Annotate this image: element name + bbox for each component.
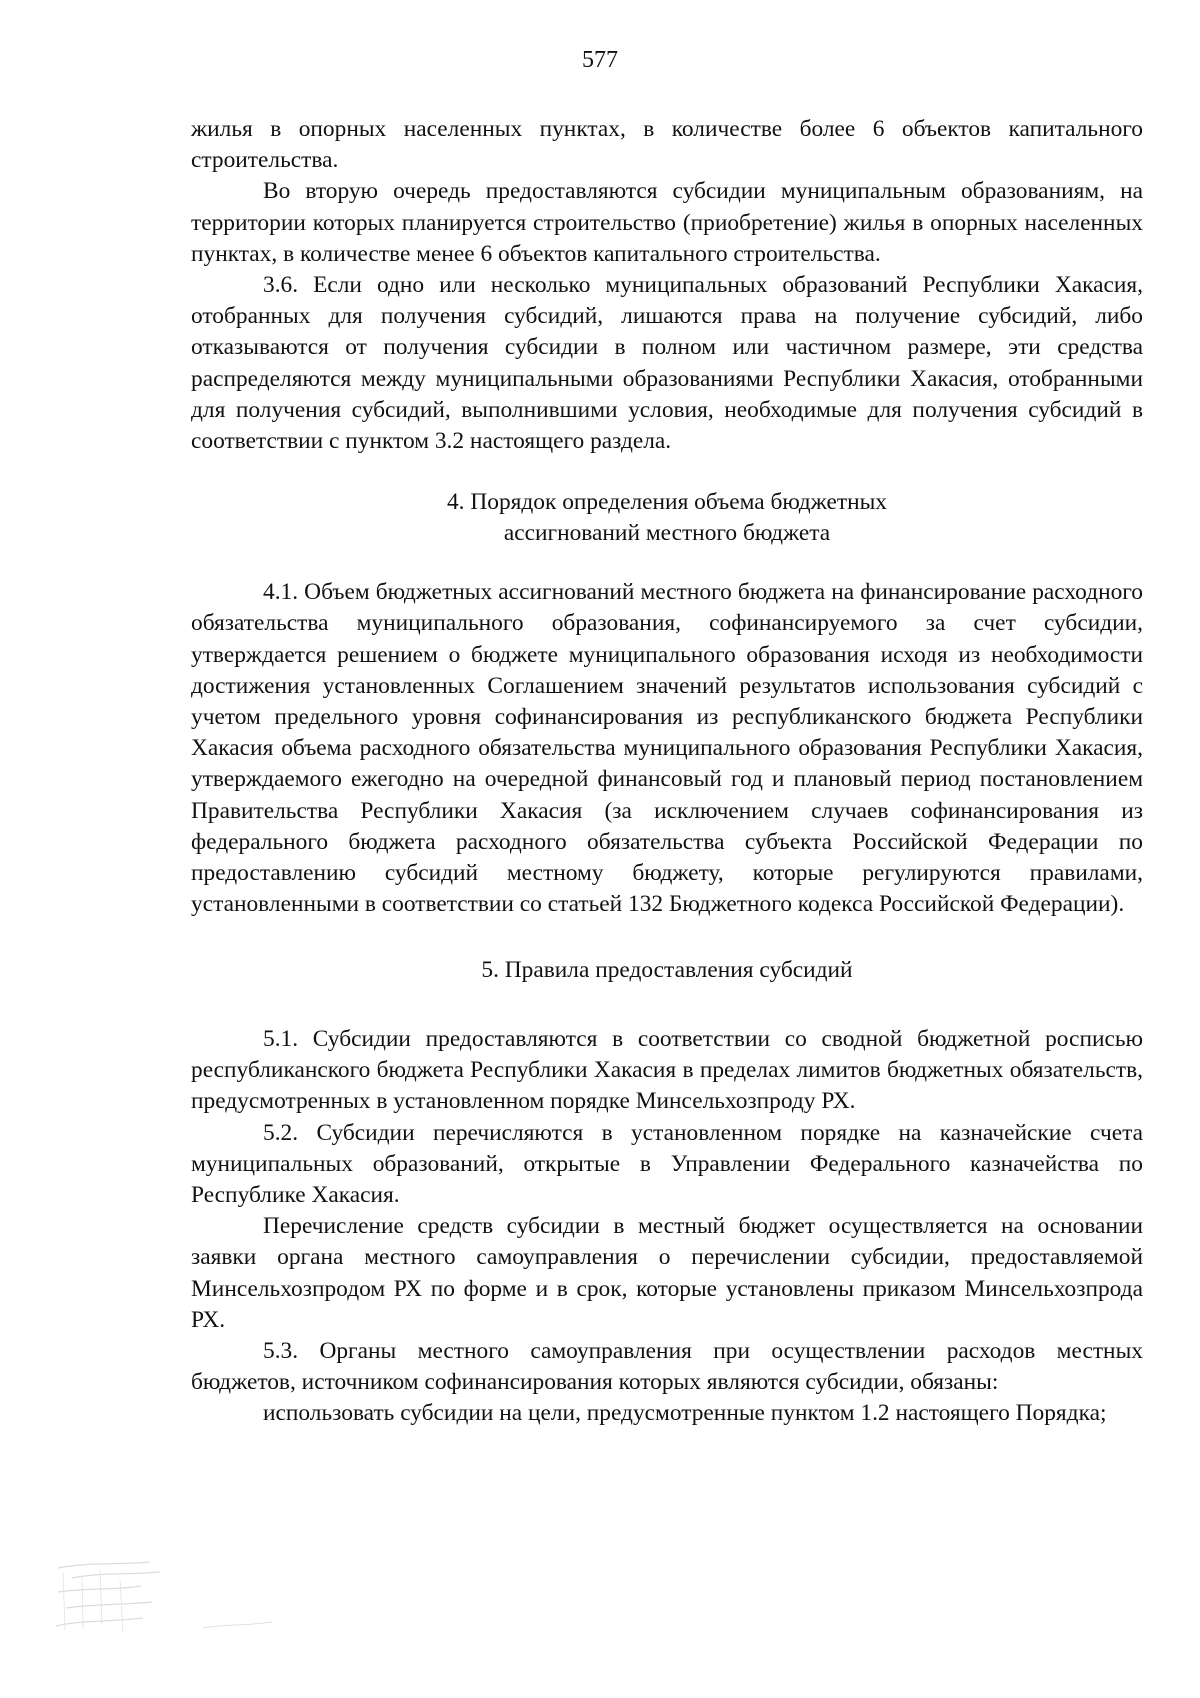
paragraph-continuation: жилья в опорных населенных пунктах, в количестве более 6 объектов капитального строительства.: [191, 116, 1143, 174]
paragraph-second-priority: Во вторую очередь предоставляются субсидии муниципальным образованиям, на территории которых планируется строительство (приобретение) жилья в опорных населенных пунктах, в количестве менее 6 объектов капитального строительства.: [191, 178, 1143, 267]
paragraph-4-1: 4.1. Объем бюджетных ассигнований местного бюджета на финансирование расходного обязательства муниципального образования, софинансируемого за счет субсидии, утверждается решением о бюджете муниципального образования исходя из необходимости достижения установленных Соглашением значений результатов использования субсидий с учетом предельного уровня софинансирования из республиканского бюджета Республики Хакасия объема расходного обязательства муниципального образования Республики Хакасия, утверждаемого ежегодно на очередной финансовый год и плановый период постановлением Правительства Республики Хакасия (за исключением случаев софинансирования из федерального бюджета расходного обязательства субъекта Российской Федерации по предоставлению субсидий местному бюджету, которые регулируются правилами, установленными в соответствии со статьей 132 Бюджетного кодекса Российской Федерации).: [191, 579, 1143, 918]
paragraph-5-2: 5.2. Субсидии перечисляются в установленном порядке на казначейские счета муниципальных образований, открытые в Управлении Федерального казначейства по Республике Хакасия.: [191, 1119, 1143, 1208]
paragraph-5-1: 5.1. Субсидии предоставляются в соответствии со сводной бюджетной росписью республиканского бюджета Республики Хакасия в пределах лимитов бюджетных обязательств, предусмотренных в установленном порядке Минсельхозпроду РХ.: [191, 1025, 1143, 1115]
section-5-heading: 5. Правила предоставления субсидий: [481, 957, 853, 984]
section-4-heading: [191, 487, 1143, 548]
paragraph-3-6: 3.6. Если одно или несколько муниципальных образований Республики Хакасия, отобранных для получения субсидий, лишаются права на получение субсидий, либо отказываются от получения субсидии в полном или частичном размере, эти средства распределяются между муниципальными образованиями Республики Хакасия, отобранными для получения субсидий, выполнившими условия, необходимые для получения субсидий в соответствии с пунктом 3.2 настоящего раздела.: [191, 272, 1143, 455]
scan-artifact: [48, 1550, 278, 1645]
paragraph-use-subsidies: использовать субсидии на цели, предусмотренные пунктом 1.2 настоящего Порядка;: [263, 1400, 1107, 1427]
section-4-heading-line-2: ассигнований местного бюджета: [503, 519, 831, 546]
paragraph-5-3: 5.3. Органы местного самоуправления при осуществлении расходов местных бюджетов, источником софинансирования которых являются субсидии, обязаны:: [191, 1338, 1143, 1396]
section-4-heading-line-1: 4. Порядок определения объема бюджетных: [446, 489, 888, 516]
page-number: 577: [582, 47, 618, 73]
paragraph-transfer: Перечисление средств субсидии в местный бюджет осуществляется на основании заявки органа местного самоуправления о перечислении субсидии, предоставляемой Минсельхозпродом РХ по форме и в срок, которые установлены приказом Минсельхозпрода РХ.: [191, 1213, 1143, 1333]
document-body: [191, 114, 1143, 1430]
